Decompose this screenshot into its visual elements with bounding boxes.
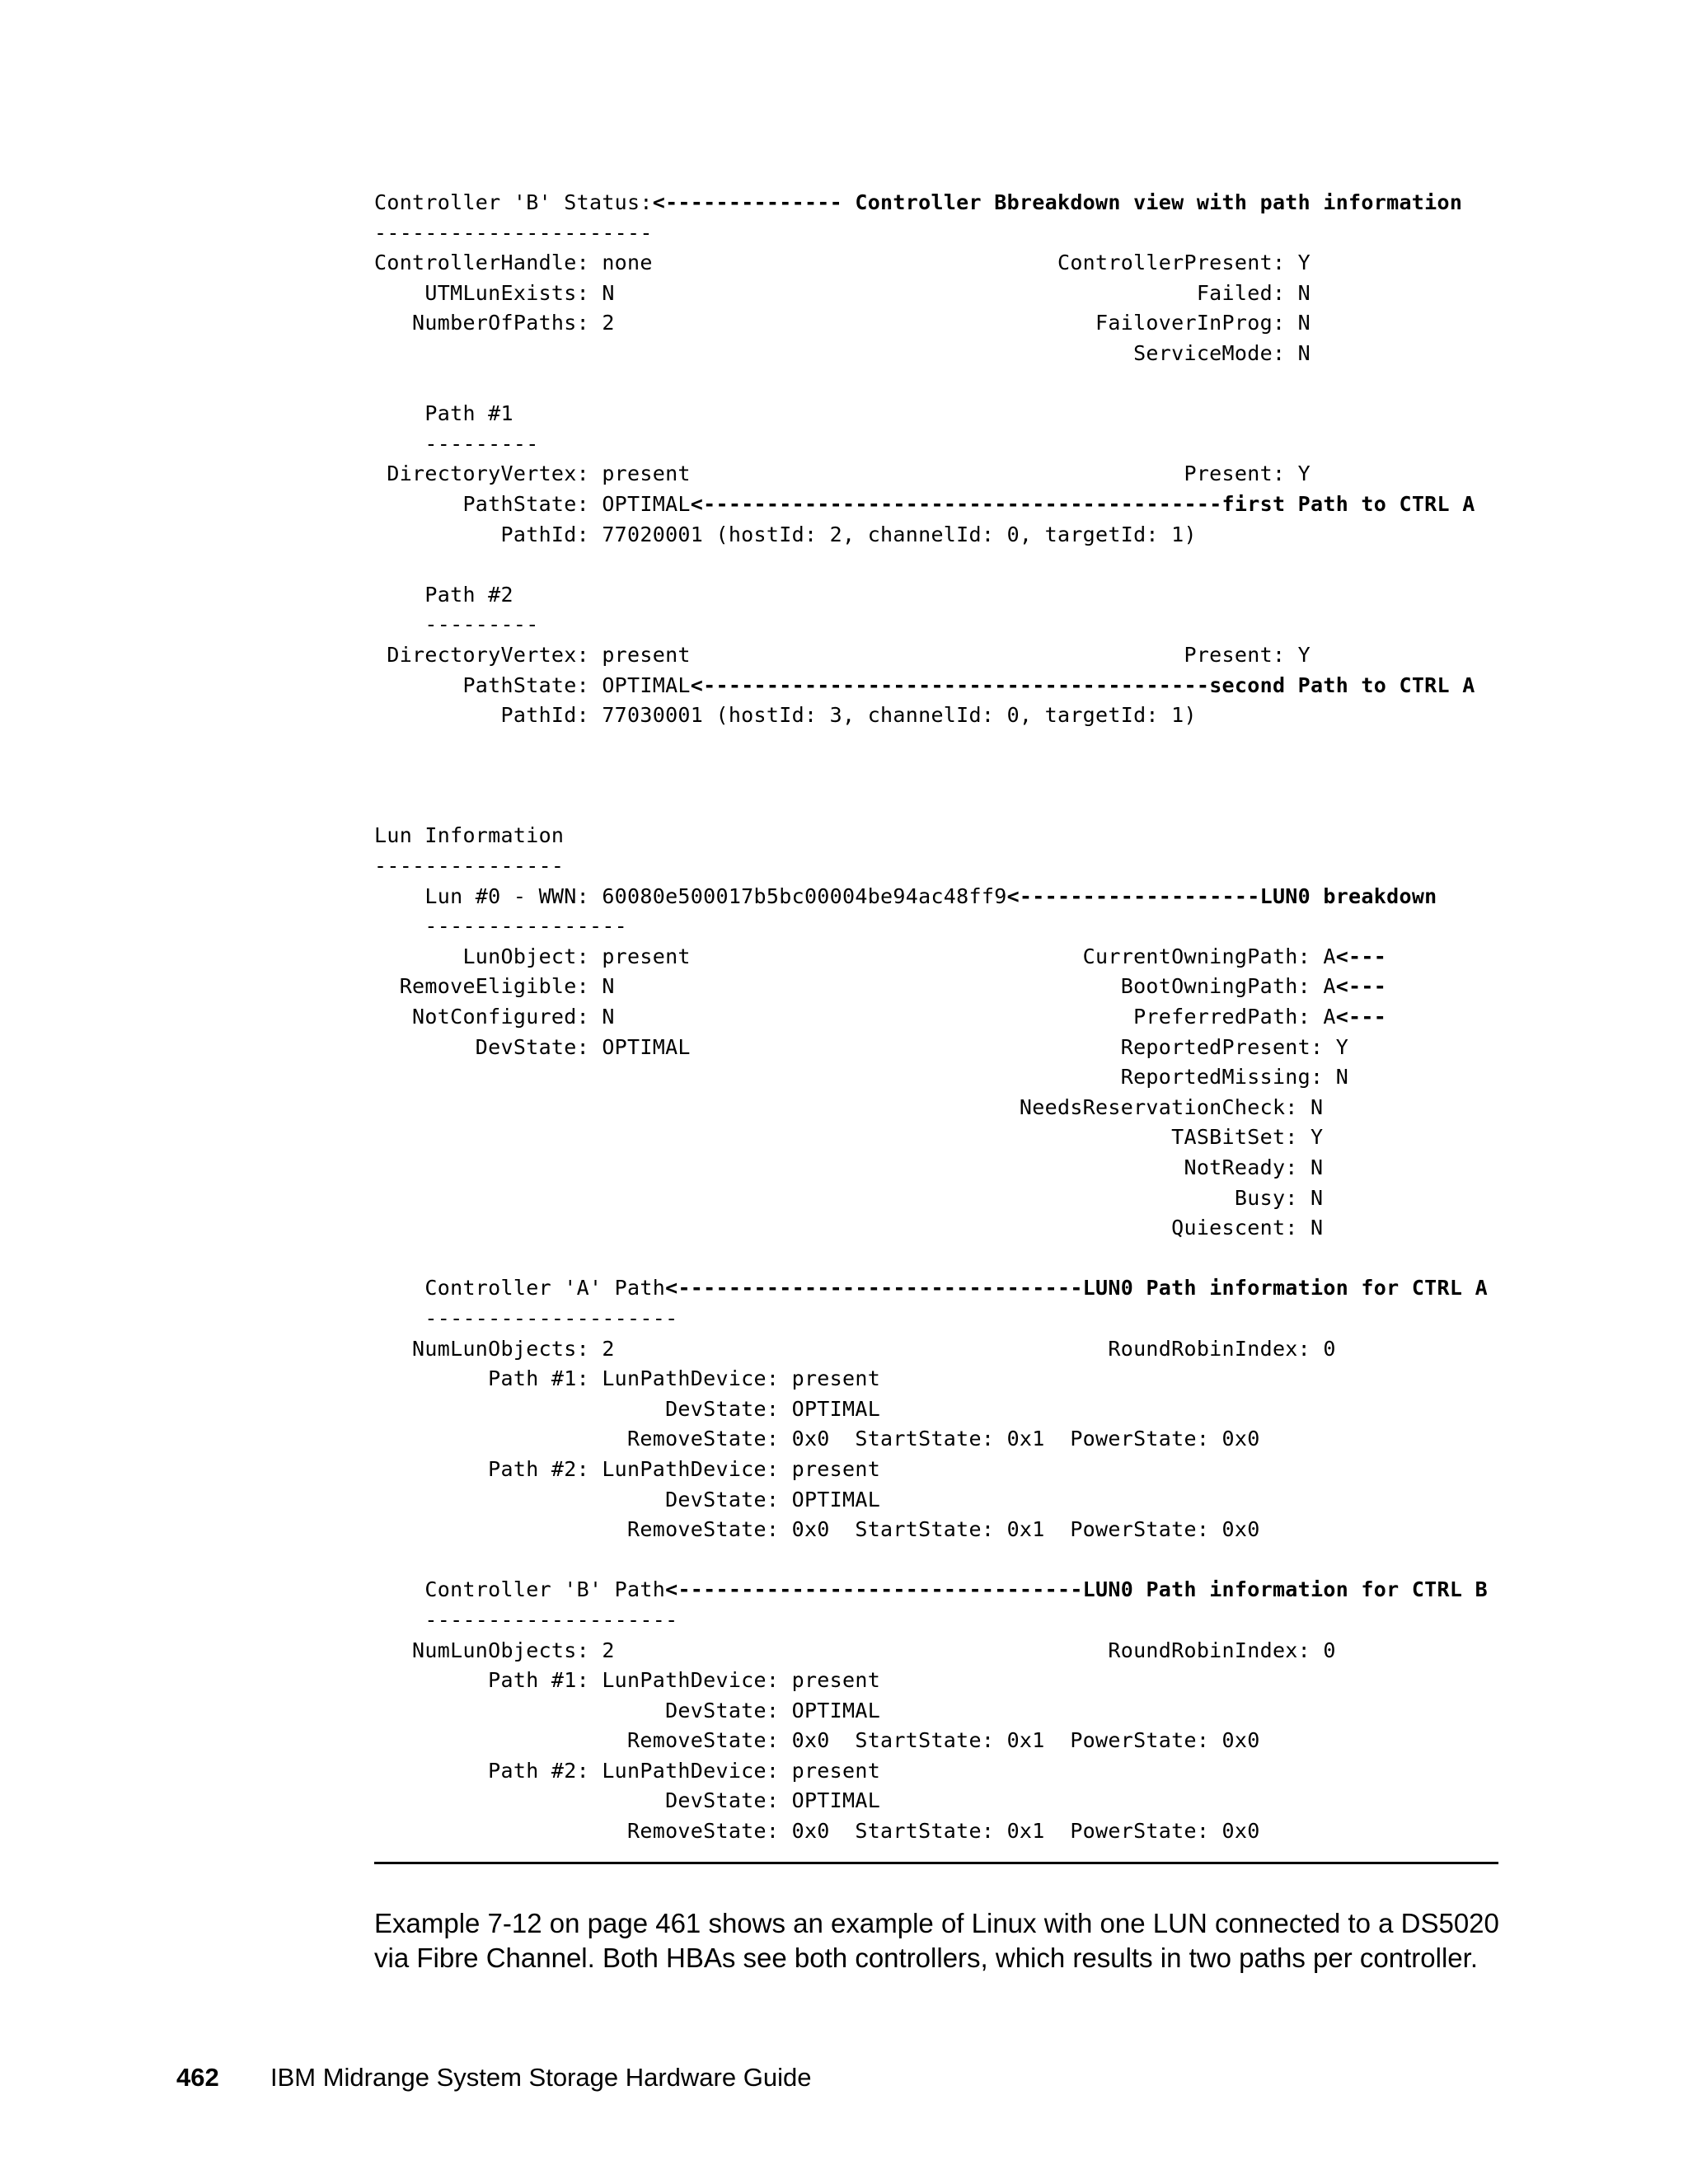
code-line: [374, 851, 1495, 882]
code-line: [374, 701, 1495, 731]
code-line: [374, 761, 1495, 791]
code-line: [374, 1153, 1495, 1183]
code-text: Path #2: LunPathDevice: present: [374, 1758, 881, 1783]
code-text: DevState: OPTIMAL: [374, 1788, 881, 1813]
code-text: Lun Information: [374, 823, 565, 848]
code-text: ----------------------: [374, 220, 653, 245]
code-text: RemoveState: 0x0 StartState: 0x1 PowerState: 0x0: [374, 1517, 1260, 1542]
code-text: ServiceMode: N: [374, 340, 1311, 365]
code-text: ---------------: [374, 854, 565, 879]
code-line: [374, 1786, 1495, 1816]
code-text: ---------: [374, 431, 539, 456]
code-line: [374, 1575, 1495, 1605]
code-line: [374, 972, 1495, 1002]
code-annotation: <---: [1335, 1005, 1387, 1029]
code-line: [374, 1485, 1495, 1516]
code-line: [374, 520, 1495, 551]
code-line: [374, 1273, 1495, 1304]
code-text: UTMLunExists: N Failed: N: [374, 280, 1311, 305]
code-text: TASBitSet: Y: [374, 1125, 1324, 1150]
code-line: [374, 1666, 1495, 1696]
code-text: NumberOfPaths: 2 FailoverInProg: N: [374, 311, 1311, 335]
code-line: [374, 1696, 1495, 1727]
code-line: [374, 912, 1495, 942]
code-line: [374, 490, 1495, 520]
code-text: DevState: OPTIMAL: [374, 1698, 881, 1722]
code-text: DirectoryVertex: present Present: Y: [374, 642, 1311, 667]
code-line: [374, 1334, 1495, 1365]
code-text: Path #1: LunPathDevice: present: [374, 1668, 881, 1693]
code-annotation: <-----------------------------------------first Path to CTRL A: [690, 491, 1475, 516]
page-number: 462: [176, 2063, 219, 2092]
code-line: [374, 339, 1495, 369]
code-line: [374, 188, 1495, 218]
body-paragraph: Example 7-12 on page 461 shows an example of Linux with one LUN connected to a DS5020 via Fibre Channel. Both HBAs see both controllers, which results in two paths per controller.: [374, 1908, 1499, 1973]
code-text: NeedsReservationCheck: N: [374, 1094, 1324, 1119]
code-line: [374, 1093, 1495, 1123]
code-text: PathId: 77030001 (hostId: 3, channelId: 0, targetId: 1): [374, 703, 1197, 728]
code-line: [374, 1033, 1495, 1063]
code-text: NotConfigured: N PreferredPath: A: [374, 1005, 1336, 1029]
code-example: [374, 188, 1495, 1847]
code-text: DevState: OPTIMAL ReportedPresent: Y: [374, 1034, 1349, 1059]
example-end-rule: [374, 1862, 1498, 1864]
code-line: [374, 1545, 1495, 1576]
code-line: [374, 248, 1495, 279]
code-line: [374, 671, 1495, 701]
code-line: [374, 1183, 1495, 1214]
code-line: [374, 731, 1495, 762]
code-annotation: <-------------------LUN0 breakdown: [1006, 883, 1437, 908]
code-line: [374, 640, 1495, 671]
code-line: [374, 1515, 1495, 1545]
code-line: [374, 1364, 1495, 1394]
code-text: PathState: OPTIMAL: [374, 491, 691, 516]
code-text: Lun #0 - WWN: 60080e500017b5bc00004be94ac48ff9: [374, 883, 1007, 908]
code-line: [374, 1244, 1495, 1274]
code-line: [374, 1756, 1495, 1787]
code-annotation: <----------------------------------------second Path to CTRL A: [690, 673, 1475, 697]
code-line: [374, 1605, 1495, 1636]
code-text: RemoveEligible: N BootOwningPath: A: [374, 974, 1336, 999]
code-annotation: <--------------------------------LUN0 Path information for CTRL A: [665, 1276, 1488, 1301]
code-line: [374, 1424, 1495, 1455]
code-text: DevState: OPTIMAL: [374, 1396, 881, 1421]
code-line: [374, 308, 1495, 339]
code-text: ControllerHandle: none ControllerPresent: Y: [374, 251, 1311, 275]
code-text: RemoveState: 0x0 StartState: 0x1 PowerState: 0x0: [374, 1728, 1260, 1753]
code-text: --------------------: [374, 1305, 678, 1330]
code-text: RemoveState: 0x0 StartState: 0x1 PowerState: 0x0: [374, 1819, 1260, 1844]
code-text: --------------------: [374, 1607, 678, 1632]
book-title: IBM Midrange System Storage Hardware Guide: [270, 2063, 812, 2092]
code-annotation: <-------------- Controller Bbreakdown view with path information: [652, 190, 1463, 214]
code-line: [374, 279, 1495, 309]
code-line: [374, 1394, 1495, 1425]
code-text: Controller 'B' Path: [374, 1577, 666, 1602]
code-line: [374, 459, 1495, 490]
code-line: [374, 369, 1495, 400]
code-text: ReportedMissing: N: [374, 1065, 1349, 1090]
code-line: [374, 1726, 1495, 1756]
code-line: [374, 1062, 1495, 1093]
code-line: [374, 610, 1495, 640]
code-line: [374, 399, 1495, 429]
code-text: NotReady: N: [374, 1155, 1324, 1179]
code-line: [374, 550, 1495, 580]
code-annotation: <---: [1335, 944, 1387, 968]
code-text: RemoveState: 0x0 StartState: 0x1 PowerState: 0x0: [374, 1427, 1260, 1451]
code-text: ---------: [374, 612, 539, 637]
page-footer: [176, 2062, 811, 2093]
code-line: [374, 821, 1495, 851]
code-line: [374, 580, 1495, 611]
code-text: NumLunObjects: 2 RoundRobinIndex: 0: [374, 1336, 1336, 1361]
code-line: [374, 1002, 1495, 1033]
code-text: DevState: OPTIMAL: [374, 1487, 881, 1511]
code-annotation: <---: [1335, 974, 1387, 999]
code-line: [374, 218, 1495, 249]
code-line: [374, 791, 1495, 822]
code-line: [374, 429, 1495, 460]
code-annotation: <--------------------------------LUN0 Path information for CTRL B: [665, 1577, 1488, 1602]
code-text: LunObject: present CurrentOwningPath: A: [374, 944, 1336, 968]
code-line: [374, 1304, 1495, 1334]
code-text: Path #2: LunPathDevice: present: [374, 1456, 881, 1481]
code-line: [374, 1816, 1495, 1847]
code-text: ----------------: [374, 914, 628, 939]
code-text: Controller 'B' Status:: [374, 190, 653, 214]
code-text: Quiescent: N: [374, 1216, 1324, 1240]
code-text: NumLunObjects: 2 RoundRobinIndex: 0: [374, 1638, 1336, 1662]
code-text: Controller 'A' Path: [374, 1276, 666, 1301]
code-text: PathState: OPTIMAL: [374, 673, 691, 697]
code-line: [374, 942, 1495, 972]
code-line: [374, 1122, 1495, 1153]
code-text: Busy: N: [374, 1185, 1324, 1210]
code-text: PathId: 77020001 (hostId: 2, channelId: 0, targetId: 1): [374, 522, 1197, 546]
code-text: Path #1: [374, 401, 513, 426]
code-text: Path #1: LunPathDevice: present: [374, 1366, 881, 1391]
code-line: [374, 882, 1495, 912]
code-line: [374, 1636, 1495, 1666]
code-text: Path #2: [374, 582, 513, 607]
code-text: DirectoryVertex: present Present: Y: [374, 462, 1311, 486]
code-line: [374, 1213, 1495, 1244]
code-line: [374, 1455, 1495, 1485]
